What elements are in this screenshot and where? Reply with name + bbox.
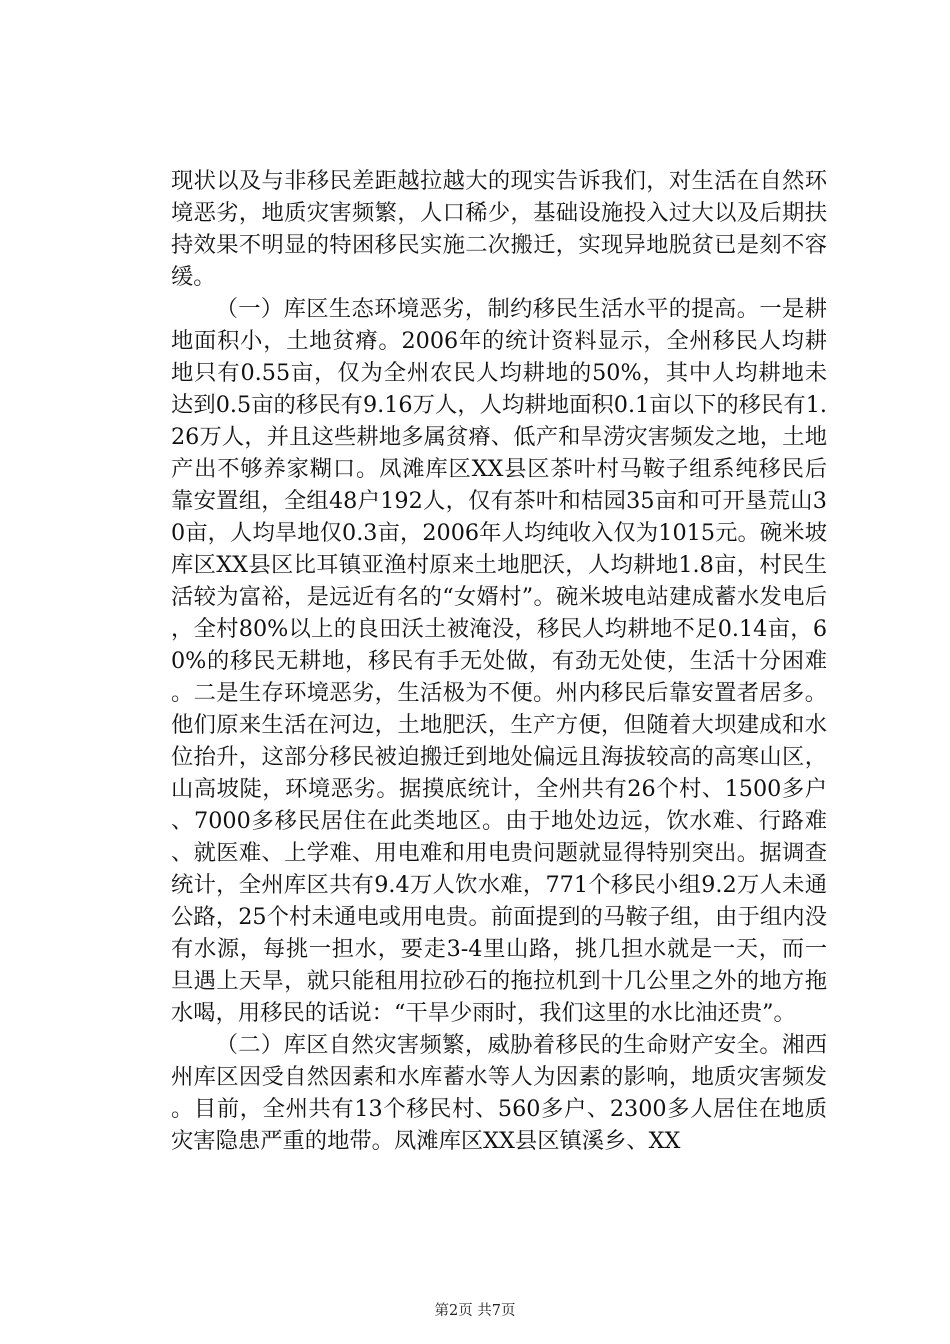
page-number-label: 第2页 共7页 <box>434 1303 516 1319</box>
paragraph-section-two: （二）库区自然灾害频繁，威胁着移民的生命财产安全。湘西州库区因受自然因素和水库蓄水等人为因素的影响，地质灾害频发。目前，全州共有13个移民村、560多户、2300多人居住在地质灾害隐患严重的地带。凤滩库区XX县区镇溪乡、XX <box>171 1032 827 1154</box>
page-footer <box>0 1302 950 1320</box>
paragraph-intro-continuation: 现状以及与非移民差距越拉越大的现实告诉我们，对生活在自然环境恶劣，地质灾害频繁，人口稀少，基础设施投入过大以及后期扶持效果不明显的特困移民实施二次搬迁，实现异地脱贫已是刻不容缓。 <box>171 168 827 290</box>
document-body <box>171 165 827 1157</box>
paragraph-section-one: （一）库区生态环境恶劣，制约移民生活水平的提高。一是耕地面积小，土地贫瘠。2006年的统计资料显示，全州移民人均耕地只有0.55亩，仅为全州农民人均耕地的50%，其中人均耕地未达到0.5亩的移民有9.16万人，人均耕地面积0.1亩以下的移民有1.26万人，并且这些耕地多属贫瘠、低产和旱涝灾害频发之地，土地产出不够养家糊口。凤滩库区XX县区茶叶村马鞍子组系纯移民后靠安置组，全组48户192人，仅有茶叶和桔园35亩和可开垦荒山30亩，人均旱地仅0.3亩，2006年人均纯收入仅为1015元。碗米坡库区XX县区比耳镇亚渔村原来土地肥沃，人均耕地1.8亩，村民生活较为富裕，是远近有名的“女婿村”。碗米坡电站建成蓄水发电后，全村80%以上的良田沃土被淹没，移民人均耕地不足0.14亩，60%的移民无耕地，移民有手无处做，有劲无处使，生活十分困难。二是生存环境恶劣，生活极为不便。州内移民后靠安置者居多。他们原来生活在河边，土地肥沃，生产方便，但随着大坝建成和水位抬升，这部分移民被迫搬迁到地处偏远且海拔较高的高寒山区，山高坡陡，环境恶劣。据摸底统计，全州共有26个村、1500多户、7000多移民居住在此类地区。由于地处边远，饮水难、行路难、就医难、上学难、用电难和用电贵问题就显得特别突出。据调查统计，全州库区共有9.4万人饮水难，771个移民小组9.2万人未通公路，25个村未通电或用电贵。前面提到的马鞍子组，由于组内没有水源，每挑一担水，要走3-4里山路，挑几担水就是一天，而一旦遇上天旱，就只能租用拉砂石的拖拉机到十几公里之外的地方拖水喝，用移民的话说：“干旱少雨时，我们这里的水比油还贵”。 <box>171 296 827 1026</box>
